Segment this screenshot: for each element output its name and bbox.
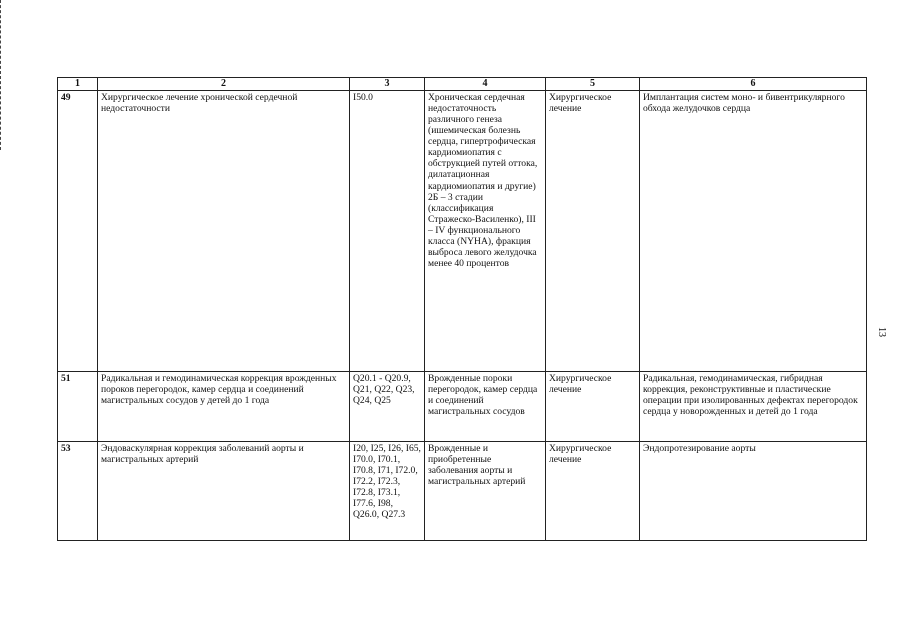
row-method: Эндопротезирование аорты bbox=[640, 441, 867, 540]
row-method: Имплантация систем моно- и бивентрикулярного обхода желудочков сердца bbox=[640, 90, 867, 371]
row-codes: Q20.1 - Q20.9, Q21, Q22, Q23, Q24, Q25 bbox=[350, 371, 425, 441]
table-row bbox=[58, 441, 867, 540]
header-col-1: 1 bbox=[58, 78, 98, 91]
row-treatment: Хирургическое лечение bbox=[546, 441, 640, 540]
row-number: 53 bbox=[58, 441, 98, 540]
row-name: Эндоваскулярная коррекция заболеваний аорты и магистральных артерий bbox=[98, 441, 350, 540]
row-name: Хирургическое лечение хронической сердечной недостаточности bbox=[98, 90, 350, 371]
table-body bbox=[58, 90, 867, 540]
row-codes: I50.0 bbox=[350, 90, 425, 371]
header-col-3: 3 bbox=[350, 78, 425, 91]
row-model: Врожденные пороки перегородок, камер сердца и соединений магистральных сосудов bbox=[425, 371, 546, 441]
row-model: Врожденные и приобретенные заболевания аорты и магистральных артерий bbox=[425, 441, 546, 540]
header-col-5: 5 bbox=[546, 78, 640, 91]
table-header bbox=[58, 78, 867, 91]
row-treatment: Хирургическое лечение bbox=[546, 371, 640, 441]
header-col-2: 2 bbox=[98, 78, 350, 91]
table-row bbox=[58, 371, 867, 441]
row-name: Радикальная и гемодинамическая коррекция врожденных пороков перегородок, камер сердца и соединений магистральных сосудов у детей до 1 года bbox=[98, 371, 350, 441]
row-number: 49 bbox=[58, 90, 98, 371]
scan-edge-mark bbox=[0, 0, 7, 150]
procedures-table bbox=[57, 77, 867, 541]
page-number: 13 bbox=[876, 327, 887, 337]
row-number: 51 bbox=[58, 371, 98, 441]
header-row bbox=[58, 78, 867, 91]
row-method: Радикальная, гемодинамическая, гибридная коррекция, реконструктивные и пластические операции при изолированных дефектах перегородок сердца у новорожденных и детей до 1 года bbox=[640, 371, 867, 441]
header-col-6: 6 bbox=[640, 78, 867, 91]
header-col-4: 4 bbox=[425, 78, 546, 91]
row-model: Хроническая сердечная недостаточность различного генеза (ишемическая болезнь сердца, гипертрофическая кардиомиопатия с обструкцией путей оттока, дилатационная кардиомиопатия и другие) 2Б – 3 стадии (классификация Стражеско-Василенко), III – IV функционального класса (NYHA), фракция выброса левого желудочка менее 40 процентов bbox=[425, 90, 546, 371]
table-row bbox=[58, 90, 867, 371]
row-codes: I20, I25, I26, I65, I70.0, I70.1, I70.8, I71, I72.0, I72.2, I72.3, I72.8, I73.1, I77.6, I98, Q26.0, Q27.3 bbox=[350, 441, 425, 540]
row-treatment: Хирургическое лечение bbox=[546, 90, 640, 371]
